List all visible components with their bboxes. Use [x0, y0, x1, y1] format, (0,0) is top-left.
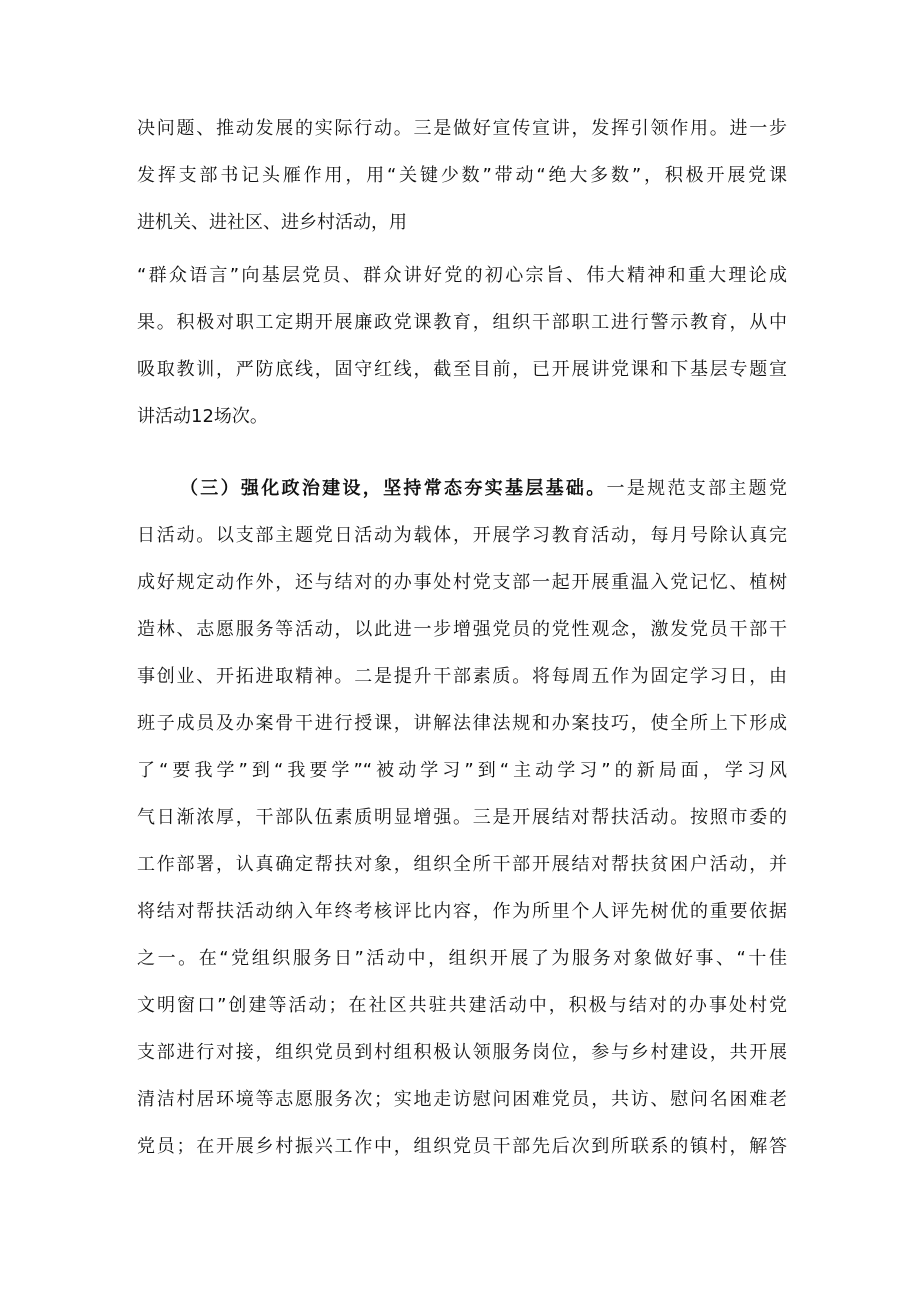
paragraph-line: 日活动。以支部主题党日活动为载体，开展学习教育活动，每月号除认真完	[137, 525, 787, 546]
paragraph-line: 将结对帮扶活动纳入年终考核评比内容，作为所里个人评先树优的重要依据	[137, 901, 787, 922]
paragraph-line: 班子成员及办案骨干进行授课，讲解法律法规和办案技巧，使全所上下形成	[137, 713, 787, 734]
paragraph-line: 气日渐浓厚，干部队伍素质明显增强。三是开展结对帮扶活动。按照市委的	[137, 807, 787, 828]
paragraph-line: 党员；在开展乡村振兴工作中，组织党员干部先后次到所联系的镇村，解答	[137, 1136, 787, 1157]
paragraph-line: 了“要我学”到“我要学”“被动学习”到“主动学习”的新局面，学习风	[137, 760, 787, 781]
section-heading: （三）强化政治建设，坚持常态夯实基层基础。	[180, 478, 607, 499]
paragraph-line: 决问题、推动发展的实际行动。三是做好宣传宣讲，发挥引领作用。进一步	[137, 118, 787, 139]
paragraph-line: 支部进行对接，组织党员到村组积极认领服务岗位，参与乡村建设，共开展	[137, 1042, 787, 1063]
paragraph-line: “群众语言”向基层党员、群众讲好党的初心宗旨、伟大精神和重大理论成	[137, 265, 787, 286]
section-heading-rest: 一是规范支部主题党	[606, 478, 787, 499]
paragraph-line: 发挥支部书记头雁作用，用“关键少数”带动“绝大多数”，积极开展党课	[137, 165, 787, 186]
paragraph-line: 吸取教训，严防底线，固守红线，截至目前，已开展讲党课和下基层专题宣	[137, 359, 787, 380]
section-heading-line	[180, 474, 787, 504]
paragraph-line: 进机关、进社区、进乡村活动，用	[137, 212, 407, 233]
paragraph-line: 之一。在“党组织服务日”活动中，组织开展了为服务对象做好事、“十佳	[137, 948, 787, 969]
paragraph-line: 事创业、开拓进取精神。二是提升干部素质。将每周五作为固定学习日，由	[137, 666, 787, 687]
paragraph-line: 清洁村居环境等志愿服务次；实地走访慰问困难党员，共访、慰问名困难老	[137, 1089, 787, 1110]
paragraph-line: 讲活动12场次。	[137, 406, 268, 427]
paragraph-line: 造林、志愿服务等活动，以此进一步增强党员的党性观念，激发党员干部干	[137, 619, 787, 640]
paragraph-line: 成好规定动作外，还与结对的办事处村党支部一起开展重温入党记忆、植树	[137, 572, 787, 593]
paragraph-line: 文明窗口”创建等活动；在社区共驻共建活动中，积极与结对的办事处村党	[137, 995, 787, 1016]
paragraph-line: 果。积极对职工定期开展廉政党课教育，组织干部职工进行警示教育，从中	[137, 312, 787, 333]
paragraph-line: 工作部署，认真确定帮扶对象，组织全所干部开展结对帮扶贫困户活动，并	[137, 854, 787, 875]
